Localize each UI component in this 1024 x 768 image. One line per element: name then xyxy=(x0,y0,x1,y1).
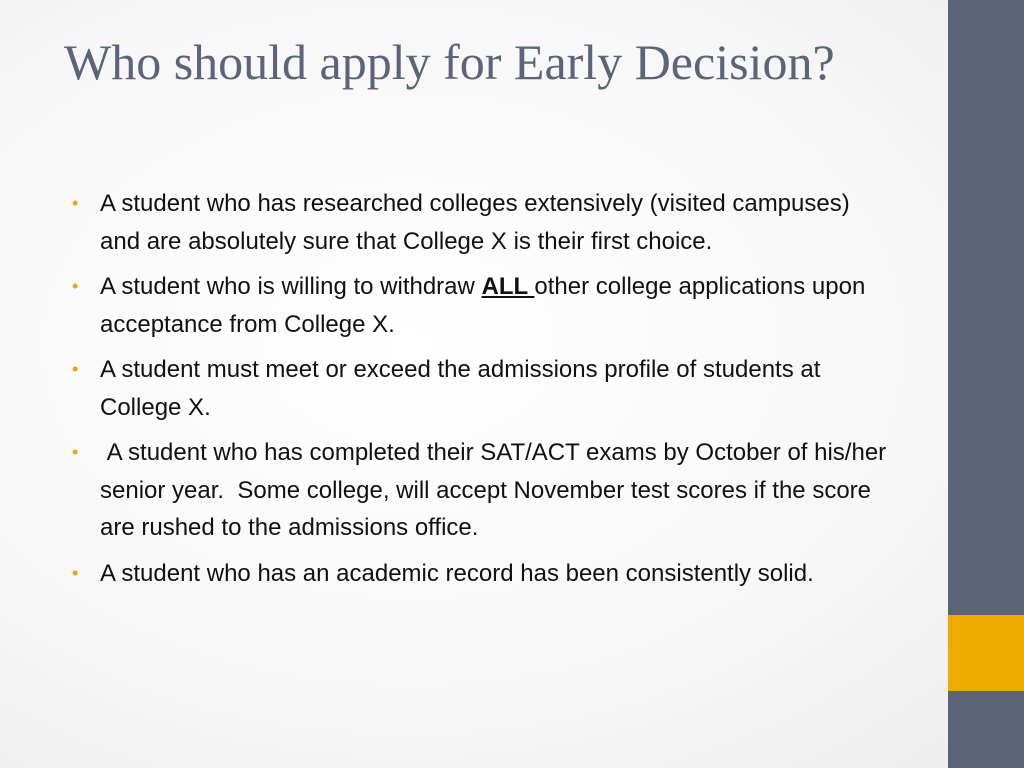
bullet-marker-icon: • xyxy=(72,193,79,213)
bullet-text: A student who is willing to withdraw xyxy=(100,273,482,300)
bullet-marker-icon: • xyxy=(72,442,79,462)
bullet-marker-icon: • xyxy=(72,359,79,379)
bullet-text: A student who has an academic record has been consistently solid. xyxy=(100,559,814,587)
bullet-text: other college applications upon acceptance from College X. xyxy=(100,273,866,338)
bullet-text: A student who has researched colleges extensively (visited campuses) and are absolutely sure that College X is their first choice. xyxy=(100,190,850,255)
bullet-marker-icon: • xyxy=(72,562,79,583)
bullet-list xyxy=(72,185,892,600)
sidebar-accent-block xyxy=(948,615,1024,691)
bullet-item xyxy=(72,185,892,260)
bullet-item xyxy=(72,434,892,547)
slide-title: Who should apply for Early Decision? xyxy=(64,34,835,90)
bullet-text: A student must meet or exceed the admissions profile of students at College X. xyxy=(100,356,821,421)
bullet-item xyxy=(72,268,892,343)
bullet-item xyxy=(72,555,892,593)
bullet-item xyxy=(72,351,892,426)
bullet-text: A student who has completed their SAT/ACT exams by October of his/her senior year. Some college, will accept November test scores if the score are rushed to the admissions office. xyxy=(100,439,893,541)
sidebar-bar xyxy=(948,0,1024,768)
bullet-marker-icon: • xyxy=(72,276,79,296)
bullet-emphasis: ALL xyxy=(481,273,535,300)
